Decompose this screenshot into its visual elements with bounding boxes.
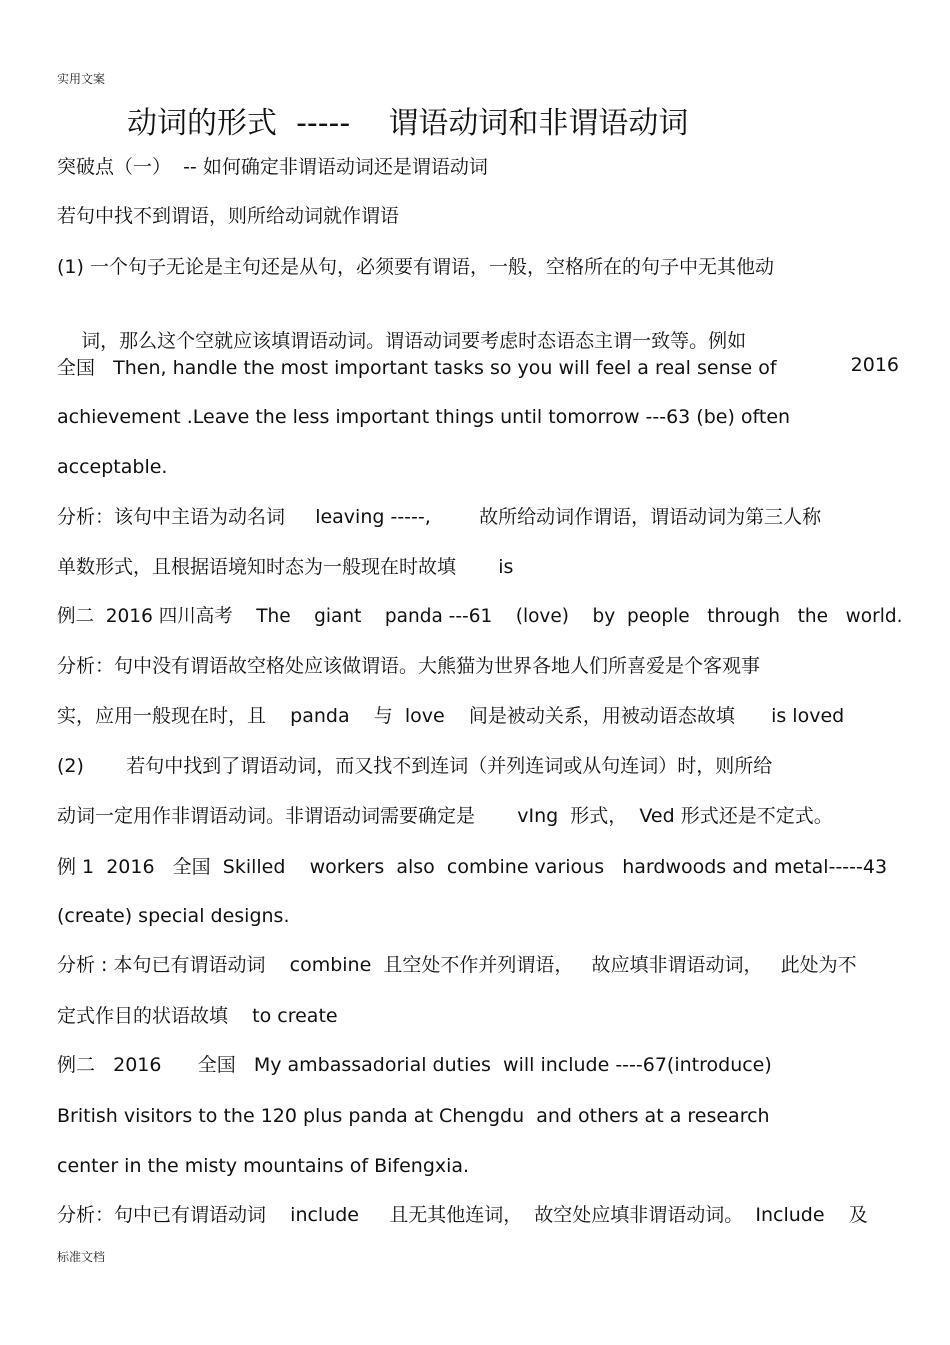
text-line: (2) 若句中找到了谓语动词，而又找不到连词（并列连词或从句连词）时，则所给 <box>57 755 773 777</box>
text-line-main: 词，那么这个空就应该填谓语动词。谓语动词要考虑时态语态主谓一致等。例如 <box>81 330 747 352</box>
text-line: center in the misty mountains of Bifengxia. <box>57 1155 470 1177</box>
text-line: 全国 Then, handle the most important tasks so you will feel a real sense of <box>57 357 777 379</box>
text-line: 分析：该句中主语为动名词 leaving -----, 故所给动词作谓语，谓语动词为第三人称 <box>57 506 822 528</box>
text-line: 实，应用一般现在时，且 panda 与 love 间是被动关系，用被动语态故填 is loved <box>57 705 845 727</box>
text-line: 单数形式，且根据语境知时态为一般现在时故填 is <box>57 556 514 578</box>
text-line: 分析 : 本句已有谓语动词 combine 且空处不作并列谓语， 故应填非谓语动词， 此处为不 <box>57 954 857 976</box>
page-header: 实用文案 <box>57 72 106 86</box>
text-line: 突破点（一） -- 如何确定非谓语动词还是谓语动词 <box>57 156 488 178</box>
title-text: 动词的形式 ----- 谓语动词和非谓语动词 <box>127 106 689 141</box>
text-line: 分析：句中没有谓语故空格处应该做谓语。大熊猫为世界各地人们所喜爱是个客观事 <box>57 655 761 677</box>
text-line: (1) 一个句子无论是主句还是从句，必须要有谓语，一般，空格所在的句子中无其他动 <box>57 256 774 278</box>
text-line: 定式作目的状语故填 to create <box>57 1005 338 1027</box>
text-line: 例 1 2016 全国 Skilled workers also combine various hardwoods and metal-----43 <box>57 856 888 878</box>
text-line: 分析：句中已有谓语动词 include 且无其他连词， 故空处应填非谓语动词。 Include 及 <box>57 1204 868 1226</box>
page-footer: 标准文档 <box>57 1250 106 1264</box>
text-line: British visitors to the 120 plus panda at Chengdu and others at a research <box>57 1105 770 1127</box>
text-line-year: 2016 <box>850 354 899 376</box>
text-line: 例二 2016 四川高考 The giant panda ---61 (love) by people through the world. <box>57 606 903 627</box>
text-line: 动词一定用作非谓语动词。非谓语动词需要确定是 vIng 形式， Ved 形式还是不定式。 <box>57 805 833 827</box>
text-line: 例二 2016 全国 My ambassadorial duties will include ----67(introduce) <box>57 1054 772 1076</box>
text-line: 若句中找不到谓语，则所给动词就作谓语 <box>57 205 400 227</box>
text-line <box>57 305 897 401</box>
text-line: (create) special designs. <box>57 905 290 927</box>
text-line: achievement .Leave the less important things until tomorrow ---63 (be) often <box>57 406 791 428</box>
text-line: acceptable. <box>57 456 168 478</box>
